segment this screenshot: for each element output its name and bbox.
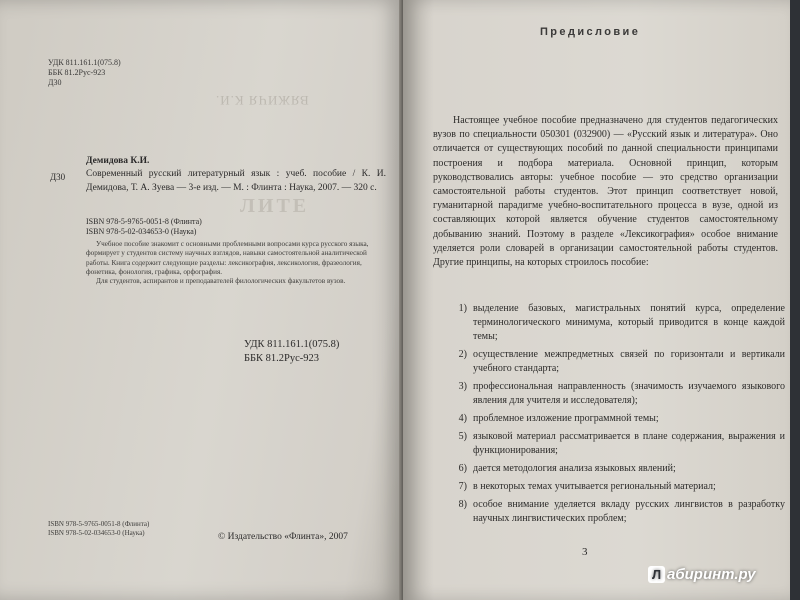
annotation-audience: Для студентов, аспирантов и преподавателей филологических факультетов вузов. (96, 277, 346, 286)
bbk-line: ББК 81.2Рус-923 (48, 68, 106, 77)
udc-code: УДК 811.161.1(075.8) (244, 339, 340, 350)
list-item (433, 412, 785, 426)
classification-block (244, 338, 339, 366)
list-number: 7) (458, 481, 467, 492)
author-heading: Демидова К.И. (86, 156, 150, 166)
list-number: 4) (458, 413, 467, 424)
watermark-badge: Л (648, 566, 665, 583)
show-through-text-2: ЛИТЕ (240, 195, 310, 217)
list-item (433, 430, 785, 458)
list-item (433, 498, 785, 526)
isbn-flinta: ISBN 978-5-9765-0051-8 (Флинта) (86, 217, 202, 226)
list-text: особое внимание уделяется вкладу русских лингвистов в разработку научных лингвистических проблем; (473, 499, 785, 524)
preface-intro: Настоящее учебное пособие предназначено для студентов педагогических вузов по специальности 050301 (032900) — «Русский язык и литература». Оно отличается от существующих пособий по данной специальности принципами построения и подбора материала. Основной принцип, которым руководствовались авторы: учебное пособие — это средство организации самостоятельной работы студентов. Этот принцип соответствует новой, гуманитарной парадигме учебно-воспитательного процесса в вузе, одной из составляющих которой является обучение студентов самостоятельному добыванию знаний. Поэтому в разделе «Лексикография» особое внимание уделяется роли словарей в организации самостоятельной работы студентов. Другие принципы, на которых строилось пособие: (433, 115, 778, 269)
list-text: выделение базовых, магистральных понятий курса, определение терминологического минимума, который приводится в конце каждой темы; (473, 303, 785, 342)
list-number: 5) (458, 431, 467, 442)
list-item (433, 380, 785, 408)
page-number: 3 (582, 546, 588, 558)
list-text: профессиональная направленность (значимость изучаемого языкового явления для учителя и исследователя); (473, 381, 785, 406)
list-number: 1) (458, 303, 467, 314)
list-item (433, 302, 785, 344)
udc-header-block (48, 58, 121, 88)
watermark-logo (648, 566, 756, 583)
isbn-bottom-flinta: ISBN 978-5-9765-0051-8 (Флинта) (48, 520, 150, 528)
principles-list (433, 302, 785, 530)
list-text: проблемное изложение программной темы; (473, 413, 659, 424)
list-text: в некоторых темах учитывается региональный материал; (473, 481, 716, 492)
copyright-notice: © Издательство «Флинта», 2007 (218, 532, 348, 542)
annotation-paragraph: Учебное пособие знакомит с основными проблемными вопросами курса русского языка, формирует у студентов систему научных взглядов, навыки самостоятельной аналитической работы. Книга содержит следующие разделы: лексикография, лексикология, фразеология, фонетика, фонология, графика, орфография. (86, 240, 369, 276)
list-text: языковой материал рассматривается в плане содержания, выражения и функционирования; (473, 431, 785, 456)
isbn-block (86, 217, 202, 237)
isbn-nauka: ISBN 978-5-02-034653-0 (Наука) (86, 227, 197, 236)
bbk-code: ББК 81.2Рус-923 (244, 353, 320, 364)
annotation (86, 240, 378, 286)
list-text: осуществление межпредметных связей по горизонтали и вертикали учебного стандарта; (473, 349, 785, 374)
code-line: Д30 (48, 78, 62, 87)
list-number: 8) (458, 499, 467, 510)
show-through-text: ВЯЖИЧЯ К.И. (215, 93, 309, 108)
list-item (433, 348, 785, 376)
page-title: Предисловие (540, 26, 641, 38)
list-number: 2) (458, 349, 467, 360)
watermark-text: абиринт.ру (667, 566, 756, 583)
isbn-bottom-block (48, 520, 149, 538)
bibliographic-description: Современный русский литературный язык : учеб. пособие / К. И. Демидова, Т. А. Зуева — 3-е изд. — М. : Флинта : Наука, 2007. — 320 с. (86, 169, 386, 193)
list-number: 6) (458, 463, 467, 474)
udc-line: УДК 811.161.1(075.8) (48, 58, 121, 67)
isbn-bottom-nauka: ISBN 978-5-02-034653-0 (Наука) (48, 529, 145, 537)
list-item (433, 462, 785, 476)
list-item (433, 480, 785, 494)
catalog-code: Д30 (50, 172, 66, 182)
list-text: дается методология анализа языковых явлений; (473, 463, 676, 474)
list-number: 3) (458, 381, 467, 392)
